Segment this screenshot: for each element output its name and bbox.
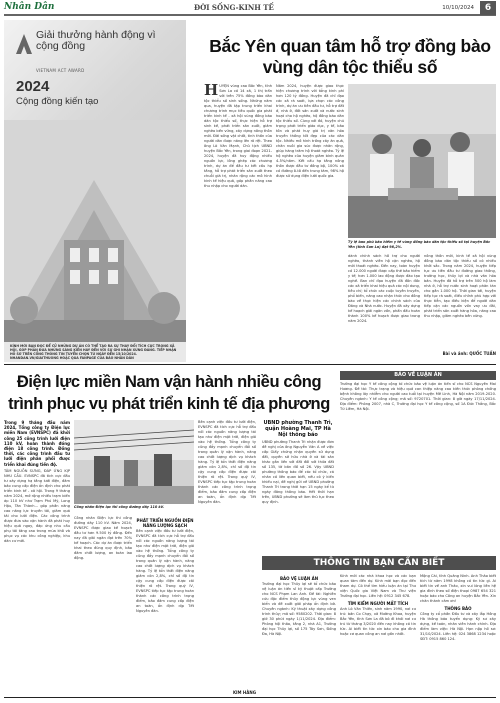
- power-line-photo: [74, 420, 194, 504]
- article1-column-3: [348, 254, 420, 356]
- award-logo-icon: [16, 34, 32, 54]
- article1-column-4: [424, 254, 496, 350]
- article1-column-2: [276, 84, 344, 356]
- article1-col4-text: nông thôn mới, kinh tế xã hội vùng đồng bào dân tộc thiểu số có nhiều khởi sắc. Trong năm 2024, huyện tiếp tục ưu tiên đầu tư đường giao thông, trường học, thủy lợi và nhà văn hóa bản. Huyện đã hỗ trợ trên 500 hộ làm nhà ở, hỗ trợ nước sinh hoạt phân tán cho gần 1.000 hộ. Thời gian tới, huyện tiếp tục rà soát, điều chỉnh phù hợp với thực tiễn, tạo điều kiện để người dân tiếp cận các nguồn vốn vay ưu đãi, phát triển sản xuất hàng hóa, nâng cao thu nhập, giảm nghèo bền vững.: [424, 254, 496, 318]
- ward-notice-text: UBND phường Thanh Trì nhận được đơn đề nghị của ông Nguyễn Văn A về việc cấp Giấy chứng nhận quyền sử dụng đất, quyền sở hữu nhà ở và tài sản khác gắn liền với đất đối với thửa đất số 135, tờ bản đồ số 26. Vậy UBND phường thông báo để các tổ chức, cá nhân có liên quan biết, nếu có ý kiến khiếu nại, đề nghị gửi về UBND phường Thanh Trì trong thời hạn 15 ngày kể từ ngày đăng thông báo. Hết thời hạn trên, UBND phường sẽ làm thủ tục theo quy định.: [262, 440, 334, 504]
- building-illustration: [4, 120, 186, 342]
- article2-col3-continued: Bên cạnh việc đầu tư lưới điện, EVNSPC đã tích cực hỗ trợ đấu nối các nguồn năng lượng tái tạo như điện mặt trời, điện gió vào hệ thống. Tổng công ty cũng đẩy mạnh chuyển đổi số trong quản lý vận hành, nâng cao chất lượng dịch vụ khách hàng. Tỷ lệ tổn thất điện năng giảm còn 2,8%, chỉ số độ tin cậy cung cấp điện được cải thiện rõ rệt. Trong quý IV, EVNSPC tiếp tục tập trung hoàn thành các công trình trọng điểm, bảo đảm cung cấp điện an toàn, ổn định dịp Tết Nguyên đán.: [198, 420, 256, 504]
- classifieds-section-title: THÔNG TIN BẠN CẦN BIẾT: [262, 556, 496, 570]
- classifieds-column-3: [420, 574, 496, 694]
- article1-column-1: [204, 84, 272, 356]
- article2-col3-text: Bên cạnh việc đầu tư lưới điện, EVNSPC đã tích cực hỗ trợ đấu nối các nguồn năng lượng tái tạo như điện mặt trời, điện gió vào hệ thống. Tổng công ty cũng đẩy mạnh chuyển đổi số trong quản lý vận hành, nâng cao chất lượng dịch vụ khách hàng. Tỷ lệ tổn thất điện năng giảm còn 2,8%, chỉ số độ tin cậy cung cấp điện được cải thiện rõ rệt. Trong quý IV, EVNSPC tiếp tục tập trung hoàn thành các công trình trọng điểm, bảo đảm cung cấp điện an toàn, ổn định dịp Tết Nguyên đán.: [136, 529, 194, 613]
- article2-column-2: [74, 516, 132, 690]
- article2-photo: [74, 420, 194, 504]
- article1-photo-caption: Tỷ lệ bao phủ bảo hiểm y tế vùng đồng bào dân tộc thiểu số tại huyện Bắc Yên (tỉnh Sơn La) đạt 98,2%.: [348, 240, 491, 249]
- article2-column-3: [136, 516, 194, 690]
- ad-award-subtitle: VIETNAM ACT AWARD: [36, 68, 85, 73]
- section-masthead: ĐỜI SỐNG-KINH TẾ: [194, 3, 274, 12]
- classifieds-column-2: [340, 574, 416, 694]
- classified-3-text: Mộng Cái, tỉnh Quảng Ninh. Anh Thảo biết tích từ năm 1998 không có tin tức gì. Ai biết tin về anh Thảo, xin vui lòng liên hệ gia đình theo số điện thoại 0987 654 321 hoặc báo cho Công an huyện Bắc Yên. Xin chân thành cảm ơn!: [420, 574, 496, 603]
- article2-headline[interactable]: Điện lực miền Nam vận hành nhiều công trình phục vụ phát triển kinh tế địa phương: [8, 373, 330, 413]
- ward-notice-title: UBND phường Thanh Trì, quận Hoàng Mai, TP Hà Nội thông báo: [263, 420, 333, 438]
- article2-col2-text: Công nhân Điện lực thi công đường dây 110 kV. Năm 2024, EVNSPC được giao kế hoạch đầu tư hơn 9.500 tỷ đồng. Đến nay đã giải ngân đạt trên 70% kế hoạch. Các dự án được triển khai theo đúng quy định, bảo đảm chất lượng, an toàn lao động.: [74, 516, 132, 560]
- ad-award-title: Giải thưởng hành động vì cộng đồng: [36, 29, 156, 52]
- ad-caption: KÍNH MỜI BẠN ĐỌC ĐỂ CỬ NHỮNG DỰ ÁN CÓ THỂ TẠO RA SỰ THAY ĐỔI TÍCH CỰC TRONG XÃ HỘI, GÓP PHẦN ĐƯA NHỮNG SÁNG KIẾN HAY ĐẾN VỚI SỰ GHI NHẬN XỨNG ĐÁNG. TIẾP NHẬN HỒ SƠ TRÊN CỔNG THÔNG TIN TUYỂN CHỌN TỪ NGÀY ĐẾN 15/10/2024. NHANDAN.VN/GIAITHUONG HOẶC QUA FANPAGE CỦA BÁO NHÂN DÂN: [10, 344, 177, 360]
- article2-col1-text: TÂM NGUỒN SƯNG, ĐÁP ỨNG KỊP NHU CẦU. EVNSPC đã tích cực đầu tư xây dựng hạ tầng lưới điện, đảm bảo cung cấp điện ổn định cho phát triển kinh tế - xã hội. Trong 9 tháng năm 2024, mở rộng nhiều trạm biến áp 110 kV như Trạm Phú Mỹ, Long Hậu, Tân Thành... góp phần nâng cao năng lực truyền tải, giảm quá tải cho lưới điện. Các công trình được đưa vào vận hành đã phát huy hiệu quả ngay, đáp ứng nhu cầu phụ tải tăng cao trong mùa khô và phục vụ các khu công nghiệp, khu dân cư mới.: [4, 468, 70, 543]
- ad-slogan: Cộng đồng kiến tạo: [16, 96, 99, 107]
- article2-column-1: [4, 420, 70, 690]
- article2-column-4: [198, 420, 256, 690]
- thesis-defense-box-body: [340, 382, 496, 486]
- article2-lead: Trong 9 tháng đầu năm 2024, Tổng công ty Điện lực miền Nam (EVNSPC) đã khởi công 25 công trình lưới điện 110 kV, hoàn thành đóng điện 18 công trình. Đồng thời, các công trình đầu tư lưới điện phân phối được triển khai đúng tiến độ.: [4, 420, 70, 467]
- classifieds-column-1: [262, 574, 336, 694]
- article1-col3-text: dành chính sách hỗ trợ cho người nghèo, thành viên hộ cận nghèo, hộ mới thoát nghèo. Đến nay, toàn huyện có 12.000 người được cấp thẻ bảo hiểm y tế; hơn 1.000 lao động được đào tạo nghề. Ban chỉ đạo huyện đã đôn đốc các xã triển khai hiệu quả các nội dung, tiêu chí; tổ chức các cuộc tuyên truyền, phổ biến, nâng cao nhận thức cho đồng bào về thực hiện các chính sách của Đảng và Nhà nước. Huyện đã xây dựng kế hoạch giải ngân vốn, phấn đấu hoàn thành 100% kế hoạch được giao trong năm 2024.: [348, 254, 420, 323]
- medical-checkup-photo: [348, 84, 496, 238]
- article2-author: KIM HẰNG: [232, 690, 256, 695]
- section-divider: [4, 364, 496, 365]
- issue-date: 10/10/2024: [442, 5, 474, 11]
- award-advertisement[interactable]: [4, 20, 186, 362]
- ward-notice-body: [262, 440, 334, 550]
- classified-1-head: BẢO VỆ LUẬN ÁN: [279, 576, 319, 581]
- classified-1-text: Trường đại học Thủy lợi sẽ tổ chức bảo vệ luận án tiến sĩ kỹ thuật cấp Trường cho NCS Phạm Lan Anh. Đề tài: Nghiên cứu đặc điểm thủy động lực vùng ven biển và đề xuất giải pháp ổn định bờ. Chuyên ngành: Kỹ thuật xây dựng công trình thủy; mã số: 9580202. Thời gian: 8 giờ 30 phút ngày 1/11/2024. Địa điểm: Phòng hội thảo, tầng 2, nhà A1, Trường đại học Thủy lợi, số 175 Tây Sơn, Đống Đa, Hà Nội.: [262, 582, 336, 636]
- page-header: [4, 2, 496, 16]
- article2-subhead: PHÁT TRIỂN NGUỒN ĐIỆN NĂNG LƯỢNG SẠCH: [136, 518, 194, 528]
- page-bottom-rule: [4, 697, 496, 698]
- article1-photo: [348, 84, 496, 238]
- classified-3b-text: Công ty cổ phần Đầu tư và xây lắp Hồng Hà thông báo tuyển dụng: Kỹ sư xây dựng, kế toán, nhân viên hành chính. Địa điểm làm việc: Hà Nội. Hạn nộp hồ sơ: 31/10/2024. Liên hệ: 024 3868 1234 hoặc SĐT: 0915 860 124.: [420, 612, 496, 641]
- brand-logo: Nhân Dân: [4, 2, 55, 12]
- page-number: 6: [480, 1, 496, 15]
- article1-col2-text: Năm 2024, huyện được giao thực hiện chương trình với tổng kinh phí hơn 120 tỷ đồng. Huyện đã chỉ đạo các xã rà soát, lựa chọn các công trình, dự án ưu tiên đầu tư, hỗ trợ đất ở, nhà ở, đất sản xuất và nước sinh hoạt cho hộ nghèo, hộ đồng bào dân tộc thiểu số. Cùng với đó, huyện chú trọng phát triển giáo dục, y tế, bảo tồn và phát huy giá trị văn hóa truyền thống tốt đẹp của các dân tộc. Nhiều mô hình trồng cây ăn quả, chăn nuôi gia súc được nhân rộng, giúp hàng trăm hộ thoát nghèo. Tỷ lệ hộ nghèo của huyện giảm bình quân 4-5%/năm. Kết cấu hạ tầng nông thôn được đầu tư đồng bộ, 100% xã có đường ô-tô đến trung tâm, 98% hộ được sử dụng điện lưới quốc gia.: [276, 84, 344, 178]
- article1-col1-text: UYỆN vùng cao Bắc Yên, tỉnh Sơn La có 14 xã, 1 thị trấn với trên 75% đồng bào dân tộc thiểu số sinh sống. Những năm qua, huyện đã tập trung triển khai chương trình mục tiêu quốc gia phát triển kinh tế - xã hội vùng đồng bào dân tộc thiểu số, thực hiện hỗ trợ sinh kế, phát triển sản xuất, giảm nghèo bền vững, xây dựng nông thôn mới. Đời sống vật chất, tinh thần của người dân được nâng lên rõ rệt. Theo ông Lò Văn Mạnh, Chủ tịch UBND huyện Bắc Yên, trong giai đoạn 2021-2024, huyện đã huy động nhiều nguồn lực, lồng ghép các chương trình, dự án để đầu tư kết cấu hạ tầng, hỗ trợ phát triển sản xuất theo chuỗi giá trị, nhân rộng các mô hình kinh tế hiệu quả, góp phần nâng cao thu nhập cho người dân.: [204, 84, 272, 188]
- article1-author: Bài và ảnh: QUỐC TUẤN: [442, 351, 496, 356]
- thesis-defense-text: Trường đại học Y tế công cộng tổ chức bảo vệ luận án tiến sĩ cho NCS Nguyễn Mai Hương. Đề tài: Thực trạng và hiệu quả can thiệp nâng cao kiến thức phòng chống bệnh không lây nhiễm cho người cao tuổi tại huyện Mê Linh, Hà Nội năm 2019-2020. Chuyên ngành: Y tế công cộng; mã số: 9720701. Thời gian: 8 giờ ngày 17/11/2024. Địa điểm: Phòng 2007, nhà C, Trường đại học Y tế công cộng, số 1A Đức Thắng, Bắc Từ Liêm, Hà Nội.: [340, 382, 496, 411]
- ad-year: 2024: [16, 78, 50, 95]
- thesis-defense-box-title: BÁO VỀ LUẬN ÁN: [340, 371, 496, 380]
- classified-3-head: THÔNG BÁO: [444, 606, 472, 611]
- article2-photo-caption: Công nhân Điện lực thi công đường dây 110 kV.: [74, 505, 165, 509]
- article1-headline[interactable]: Bắc Yên quan tâm hỗ trợ đồng bào vùng dân tộc thiểu số: [209, 36, 491, 77]
- classified-2b-text: Anh Lò Văn Thiên, sinh năm 1990, nơi cư trú: bản Co Chạy, xã Mường Khoa, huyện Bắc Yên, tỉnh Sơn La đã bỏ đi khỏi nơi cư trú từ tháng 3/2020 đến nay không có tin tức. Ai biết tin tức xin báo cho gia đình hoặc cơ quan công an nơi gần nhất.: [340, 607, 416, 636]
- classified-2-text: Kính mời các nhà khoa học và các bạn quan tâm đến dự. Kính mời bạn đọc đến tham dự. Có thể tìm hiểu luận án tại Thư viện Quốc gia Việt Nam và Thư viện Trường đại học. Liên hệ: 0912 345 678.: [340, 574, 416, 598]
- classified-2-head: TÌM KIẾM NGƯỜI MẤT TÍCH: [347, 601, 409, 606]
- dropcap-letter: H: [204, 84, 219, 99]
